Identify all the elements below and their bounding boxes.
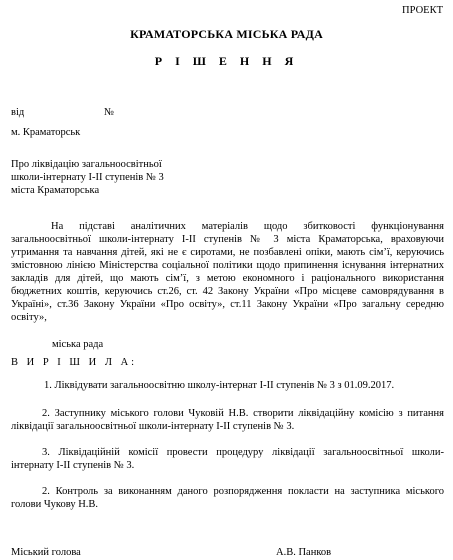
subject-line: міста Краматорська xyxy=(11,185,100,196)
signature-name: А.В. Панков xyxy=(276,547,332,558)
signature-title: Міський голова xyxy=(11,547,81,558)
number-label: № xyxy=(104,107,115,118)
resolution-item: 2. Заступнику міського голови Чуковій Н.В. створити ліквідаційну комісію з питання ліквідації загальноосвітньої школи-інтернату І-ІІ ступенів № 3. xyxy=(11,408,444,432)
resolution-item: 1. Ліквідувати загальноосвітню школу-інтернат І-ІІ ступенів № 3 з 01.09.2017. xyxy=(44,380,395,391)
subject-line: школи-інтернату І-ІІ ступенів № 3 xyxy=(11,172,164,183)
council-title: КРАМАТОРСЬКА МІСЬКА РАДА xyxy=(130,27,323,41)
resolution-item: 2. Контроль за виконанням даного розпорядження покласти на заступника міського голови Чукову Н.В. xyxy=(11,486,444,510)
resolution-item: 3. Ліквідаційній комісії провести процедуру ліквідації загальноосвітньої школи-інтернату І-ІІ ступенів № 3. xyxy=(11,447,444,471)
council-label: міська рада xyxy=(52,339,104,350)
decision-title: Р І Ш Е Н Н Я xyxy=(154,54,299,68)
city-label: м. Краматорськ xyxy=(11,127,81,138)
resolved-heading: В И Р І Ш И Л А: xyxy=(11,357,138,368)
project-stamp: ПРОЕКТ xyxy=(402,5,443,16)
preamble-paragraph: На підставі аналітичних матеріалів щодо збитковості функціонування загальноосвітньої школи-інтернату І-ІІ ступенів № 3 міста Краматорська, враховуючи утримання та навчання дітей, які не є сиротами, не позбавлені опіки, мають сім’ї, керуючись змістовною лінією Міністерства соціальної політики щодо припинення існування інтернатних закладів для дітей, що мають сім’ї, з метою економного і раціонального використання бюджетних коштів, керуючись ст.26, ст. 42 Закону України «Про місцеве самоврядування в Україні», ст.36 Закону України «Про освіту», ст.11 Закону України «Про загальну середню освіту», xyxy=(11,221,444,323)
decision-subject xyxy=(11,158,211,197)
date-label: від xyxy=(11,107,25,118)
subject-line: Про ліквідацію загальноосвітньої xyxy=(11,159,162,170)
